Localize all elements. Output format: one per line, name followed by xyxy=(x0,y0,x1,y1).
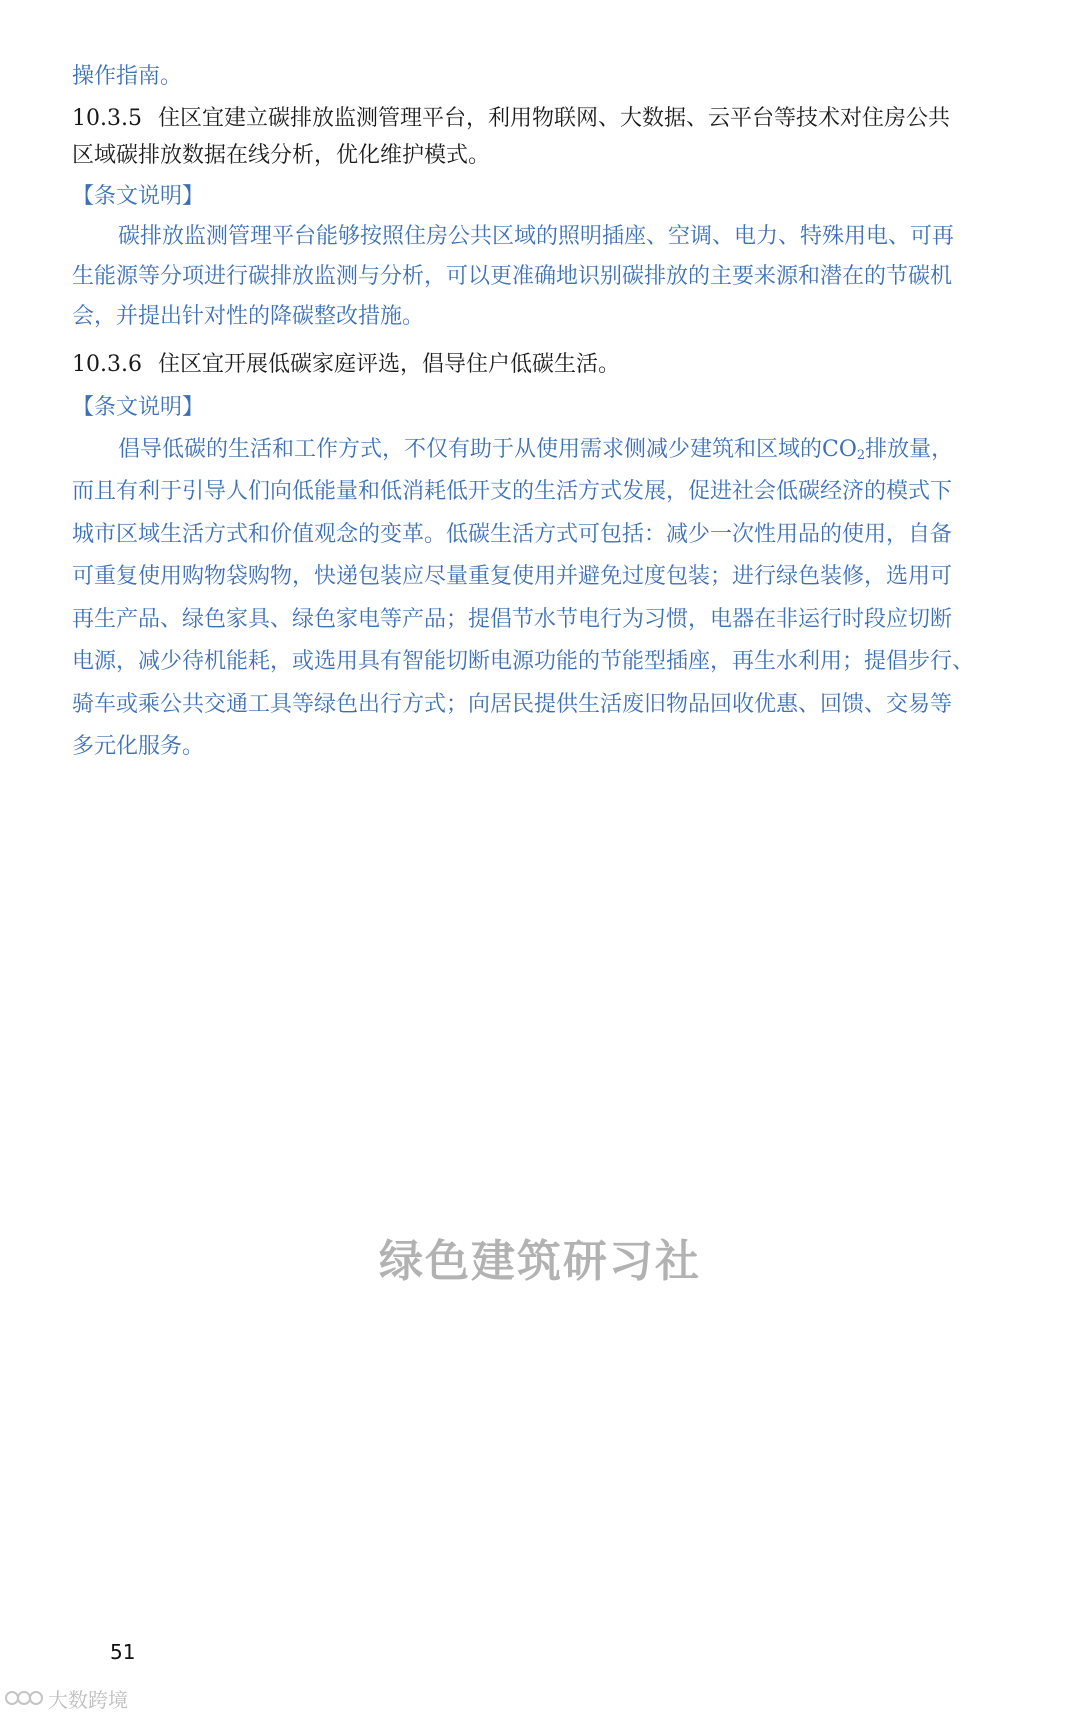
text-line: 操作指南。 xyxy=(72,64,183,89)
note-text-line xyxy=(72,435,1012,465)
co2-subscript: 2 xyxy=(856,448,866,463)
note-text-line: 城市区域生活方式和价值观念的变革。低碳生活方式可包括：减少一次性用品的使用，自备 xyxy=(72,522,953,547)
note-text-line: 生能源等分项进行碳排放监测与分析，可以更准确地识别碳排放的主要来源和潜在的节碳机 xyxy=(72,264,953,289)
text-segment: 倡导低碳的生活和工作方式，不仅有助于从使用需求侧减少建筑和区域的 xyxy=(118,437,823,462)
note-text-line: 再生产品、绿色家具、绿色家电等产品；提倡节水节电行为习惯，电器在非运行时段应切断 xyxy=(72,607,953,632)
note-text-line: 多元化服务。 xyxy=(72,734,205,759)
clause-text: 住区宜建立碳排放监测管理平台，利用物联网、大数据、云平台等技术对住房公共 xyxy=(158,106,951,131)
clause-10-3-6 xyxy=(72,350,1012,380)
note-text-line: 骑车或乘公共交通工具等绿色出行方式；向居民提供生活废旧物品回收优惠、回馈、交易等 xyxy=(72,692,953,717)
note-text-line: 会，并提出针对性的降碳整改措施。 xyxy=(72,304,425,329)
note-text-line: 碳排放监测管理平台能够按照住房公共区域的照明插座、空调、电力、特殊用电、可再 xyxy=(118,224,955,249)
note-text-line: 电源，减少待机能耗，或选用具有智能切断电源功能的节能型插座，再生水利用；提倡步行、 xyxy=(72,649,975,674)
watermark-text: 绿色建筑研习社 xyxy=(379,1236,701,1287)
clause-number: 10.3.6 xyxy=(72,352,142,377)
note-label: 【条文说明】 xyxy=(72,184,205,209)
note-text-line: 可重复使用购物袋购物，快递包装应尽量重复使用并避免过度包装；进行绿色装修，选用可 xyxy=(72,564,953,589)
clause-text-continued: 区域碳排放数据在线分析，优化维护模式。 xyxy=(72,143,491,168)
logo-text: 大数跨境 xyxy=(48,1687,128,1712)
page-number: 51 xyxy=(110,1640,136,1664)
note-label: 【条文说明】 xyxy=(72,395,205,420)
text-segment: 排放量， xyxy=(865,437,954,462)
clause-10-3-5 xyxy=(72,104,1012,134)
clause-number: 10.3.5 xyxy=(72,106,142,131)
note-text-line: 而且有利于引导人们向低能量和低消耗低开支的生活方式发展，促进社会低碳经济的模式下 xyxy=(72,479,953,504)
source-logo xyxy=(4,1686,128,1710)
co2-text: CO xyxy=(822,437,857,462)
logo-icon xyxy=(4,1687,44,1709)
clause-text: 住区宜开展低碳家庭评选，倡导住户低碳生活。 xyxy=(158,352,621,377)
